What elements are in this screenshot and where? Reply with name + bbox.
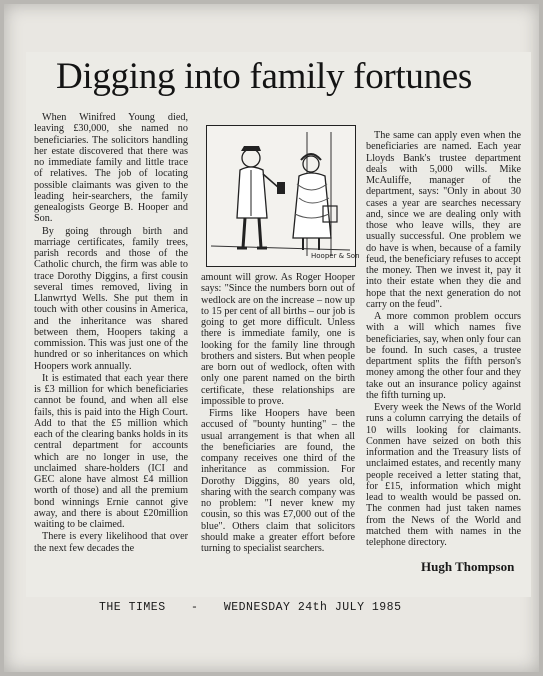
- article-headline: Digging into family fortunes: [56, 56, 473, 97]
- article-column-3: [366, 130, 521, 548]
- publication-date: WEDNESDAY 24th JULY 1985: [223, 601, 402, 614]
- cartoon-drawing: [207, 126, 360, 265]
- newspaper-footer: [99, 601, 519, 614]
- cartoon-illustration: [206, 125, 360, 267]
- paragraph: Every week the News of the World runs a column carrying the details of 10 wills looking for claimants. Conmen have seized on both this information and the Treasury lists of unclaimed estates, and recently many people received a letter stating that, for £15, information which might lead to wealth would be passed on. The conmen had just taken names from the News of the World and matched them with names in the telephone directory.: [366, 402, 521, 548]
- footer-dash: -: [191, 601, 199, 614]
- paragraph: When Winifred Young died, leaving £30,000, she named no beneficiaries. The solicitors handling her estate discovered that there was no immediate family and little trace of relatives. The job of locating possible claimants was given to the leading heir-searchers, the family genealogists George B. Hooper and Son.: [34, 112, 188, 225]
- paragraph: amount will grow. As Roger Hooper says: "Since the numbers born out of wedlock are on the increase – now up to 15 per cent of all births – our job is going to get more difficult. Unless there is immediate family, one is looking for the family line through brothers and sisters. But when people are born out of wedlock, often with only one parent named on the birth certificate, these relationships are impossible to prove.: [201, 272, 355, 407]
- paragraph: By going through birth and marriage certificates, family trees, parish records and those of the Catholic church, the firm was able to trace Dorothy Diggins, a first cousin several times removed, living in Llanwrtyd Wells. She put them in touch with other cousins in America, and the inheritance was shared between them, Hoopers taking a commission. This was just one of the hundred or so inheritances on which Hoopers work annually.: [34, 225, 188, 372]
- article-byline: Hugh Thompson: [421, 559, 515, 574]
- newspaper-name: THE TIMES: [99, 601, 166, 614]
- paragraph: Firms like Hoopers have been accused of "bounty hunting" – the usual arrangement is that when all the beneficiaries are found, the company receives one third of the inheritance as commission. For Dorothy Diggins, 80 years old, sharing with the search company was no problem: "I never knew my cousin, so this was £7,000 out of the blue". Others claim that solicitors should make a greater effort before turning to specialist searchers.: [201, 408, 355, 554]
- paragraph: A more common problem occurs with a will which names five beneficiaries, say, when only four can be found. In such cases, a trustee department splits the fifth person's money among the other four and they take out an insurance policy against the fifth turning up.: [366, 311, 521, 401]
- paragraph: There is every likelihood that over the next few decades the: [34, 531, 188, 554]
- paragraph: It is estimated that each year there is £3 million for which beneficiaries cannot be found, and when all else fails, this is paid into the High Court. Add to that the £5 million which each of the clearing banks holds in its central department for accounts which are no longer in use, the unclaimed share-holders (ICI and GEC alone have almost £4 million worth of those) and all the premium bond winnings Ernie cannot give away, and there is about £20million waiting to be claimed.: [34, 372, 188, 530]
- newspaper-clipping: [26, 52, 531, 597]
- scanned-page: [4, 4, 539, 672]
- cartoon-caption: Hooper & Son: [311, 252, 360, 260]
- paragraph: The same can apply even when the beneficiaries are named. Each year Lloyds Bank's trustee department deals with 5,000 wills. Mike McAuliffe, manager of the department, says: "Only in about 30 cases a year are searches necessary and, since we are dealing only with those who leave wills, they are usually successful. One problem we do have is when, because of a family feud, the beneficiary refuses to accept the money. Then we invest it, pay it into their estate when they die and hope that the next generation do not carry on the feud".: [366, 130, 521, 310]
- article-column-2: [201, 272, 355, 554]
- article-column-1: [34, 112, 188, 554]
